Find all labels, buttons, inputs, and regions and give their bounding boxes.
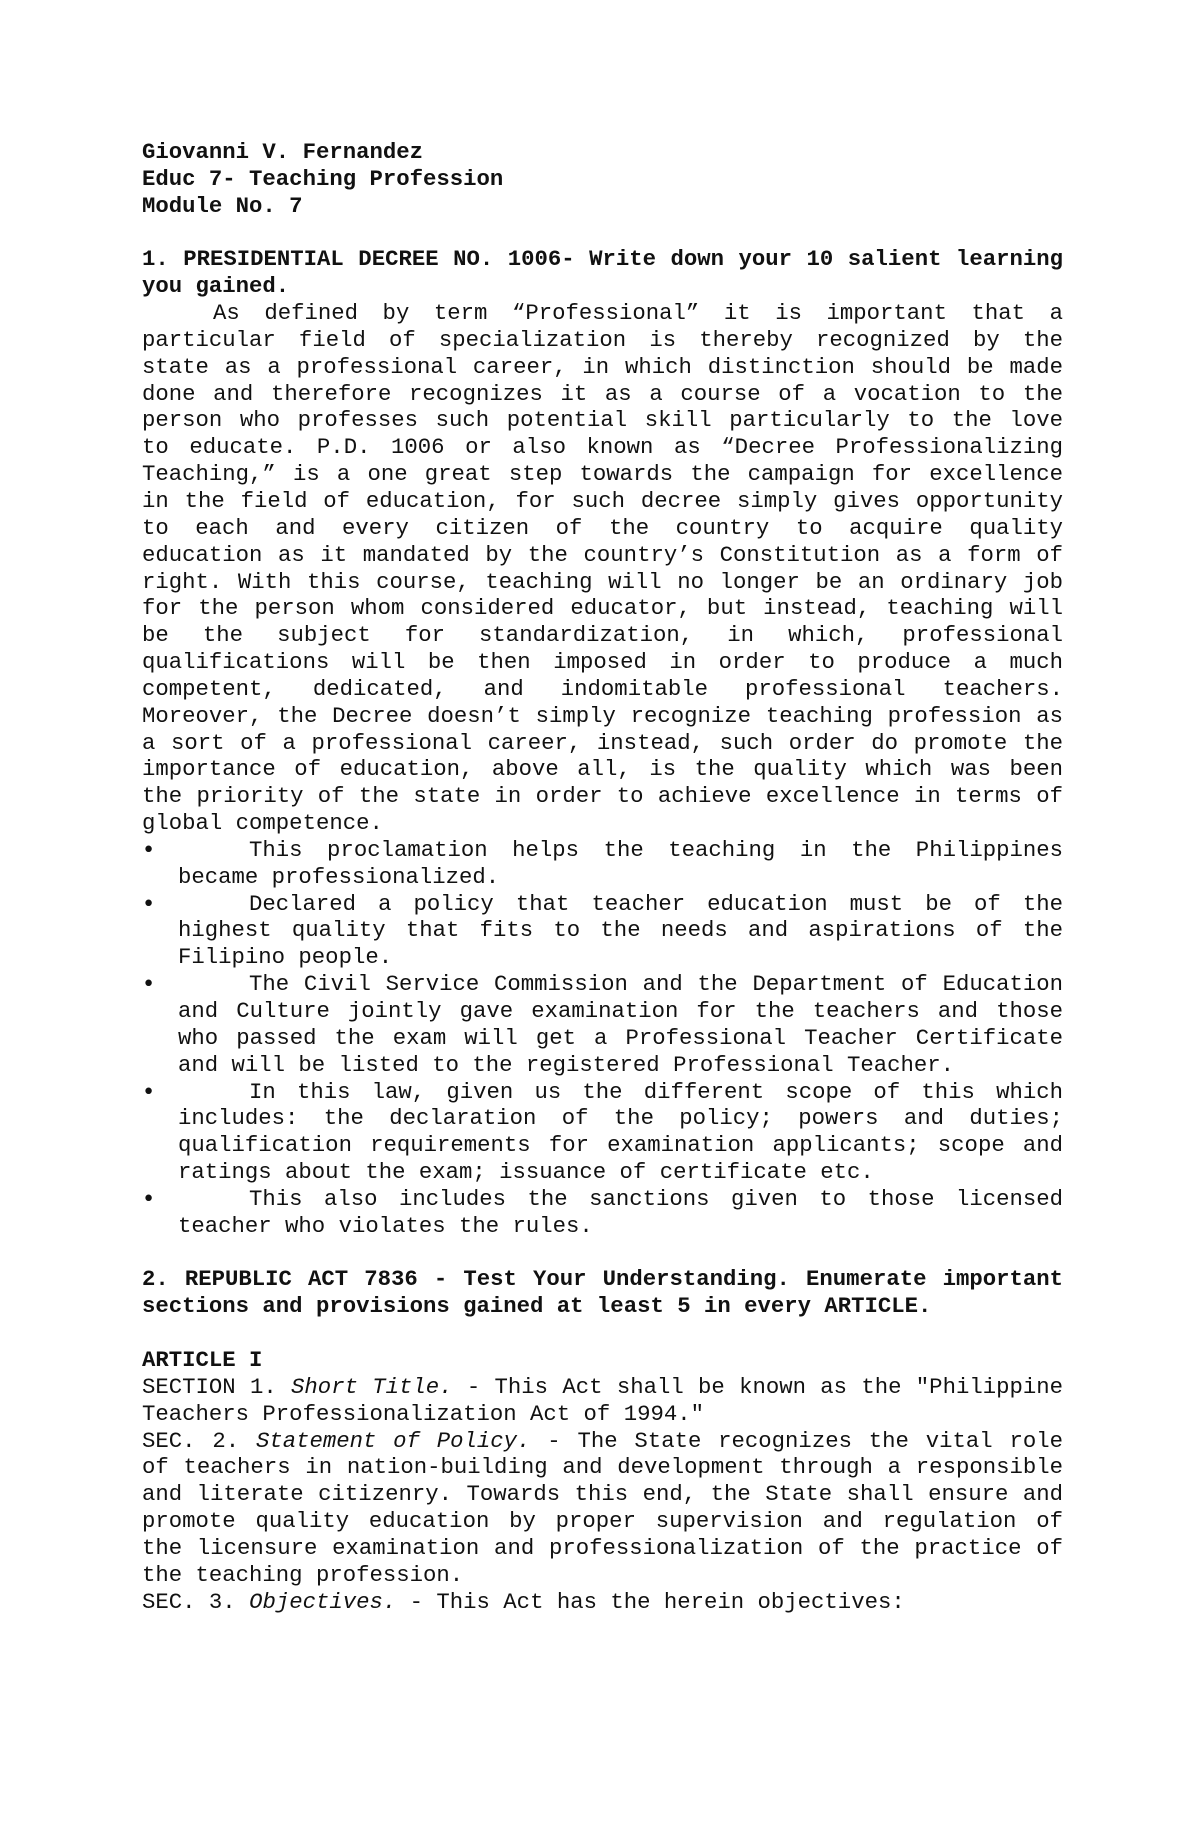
- section-3-label: SEC. 3.: [142, 1588, 236, 1615]
- author-name: Giovanni V. Fernandez: [142, 139, 423, 165]
- article-title: ARTICLE I: [142, 1346, 263, 1373]
- section-2-text: - The State recognizes the vital role of teachers in nation-building and development through a responsible and literate citizenry. Towards this end, the State shall ensure and promote quality education by proper supervision and regulation of the licensure examination and professionalization of the practice of the teaching profession.: [142, 1427, 1063, 1588]
- question-1-heading: 1. PRESIDENTIAL DECREE NO. 1006- Write down your 10 salient learning you gained.: [142, 246, 1063, 300]
- section-1-text: - This Act shall be known as the "Philippine Teachers Professionalization Act of 1994.": [142, 1373, 1063, 1427]
- list-item: [142, 971, 1063, 1078]
- bullet-text: The Civil Service Commission and the Department of Education and Culture jointly gave examination for the teachers and those who passed the exam will get a Professional Teacher Certificate and will be listed to the registered Professional Teacher.: [178, 971, 1063, 1078]
- question-1-paragraph: As defined by term “Professional” it is important that a particular field of specialization is thereby recognized by the state as a professional career, in which distinction should be made done and therefore recognizes it as a course of a vocation to the person who professes such potential skill particularly to the love to educate. P.D. 1006 or also known as “Decree Professionalizing Teaching,” is a one great step towards the campaign for excellence in the field of education, for such decree simply gives opportunity to each and every citizen of the country to acquire quality education as it mandated by the country’s Constitution as a form of right. With this course, teaching will no longer be an ordinary job for the person whom considered educator, but instead, teaching will be the subject for standardization, in which, professional qualifications will be then imposed in order to produce a much competent, dedicated, and indomitable professional teachers. Moreover, the Decree doesn’t simply recognize teaching profession as a sort of a professional career, instead, such order do promote the importance of education, above all, is the quality which was been the priority of the state in order to achieve excellence in terms of global competence.: [142, 300, 1063, 837]
- list-item: [142, 1079, 1063, 1186]
- bullet-text: This proclamation helps the teaching in the Philippines became professionalized.: [178, 836, 1063, 890]
- section-2: [142, 1428, 1063, 1589]
- bullet-icon: •: [142, 971, 156, 998]
- spacer: [142, 1240, 1063, 1267]
- section-3-text: - This Act has the herein objectives:: [409, 1588, 905, 1615]
- section-1-title: Short Title.: [291, 1373, 453, 1400]
- section-2-label: SEC. 2.: [142, 1427, 240, 1454]
- bullet-text: In this law, given us the different scope of this which includes: the declaration of the policy; powers and duties; qualification requirements for examination applicants; scope and ratings about the exam; issuance of certificate etc.: [178, 1078, 1063, 1186]
- bullet-icon: •: [142, 1185, 156, 1212]
- bullet-icon: •: [142, 890, 156, 917]
- bullet-icon: •: [142, 1078, 156, 1105]
- bullet-icon: •: [142, 836, 156, 863]
- section-3: [142, 1589, 1063, 1616]
- document-page: [142, 139, 1063, 1615]
- list-item: [142, 891, 1063, 972]
- course-title: Educ 7- Teaching Profession: [142, 165, 504, 192]
- spacer: [142, 1320, 1063, 1347]
- bullet-text: This also includes the sanctions given to those licensed teacher who violates the rules.: [178, 1185, 1063, 1239]
- list-item: [142, 837, 1063, 891]
- question-1-bullet-list: [142, 837, 1063, 1240]
- spacer: [142, 220, 1063, 247]
- section-2-title: Statement of Policy.: [255, 1427, 531, 1454]
- question-2-heading: 2. REPUBLIC ACT 7836 - Test Your Understanding. Enumerate important sections and provisions gained at least 5 in every ARTICLE.: [142, 1266, 1063, 1320]
- list-item: [142, 1186, 1063, 1240]
- module-number: Module No. 7: [142, 192, 303, 219]
- section-1: [142, 1374, 1063, 1428]
- bullet-text: Declared a policy that teacher education must be of the highest quality that fits to the needs and aspirations of the Filipino people.: [178, 890, 1063, 971]
- section-3-title: Objectives.: [249, 1588, 397, 1615]
- section-1-label: SECTION 1.: [142, 1373, 277, 1400]
